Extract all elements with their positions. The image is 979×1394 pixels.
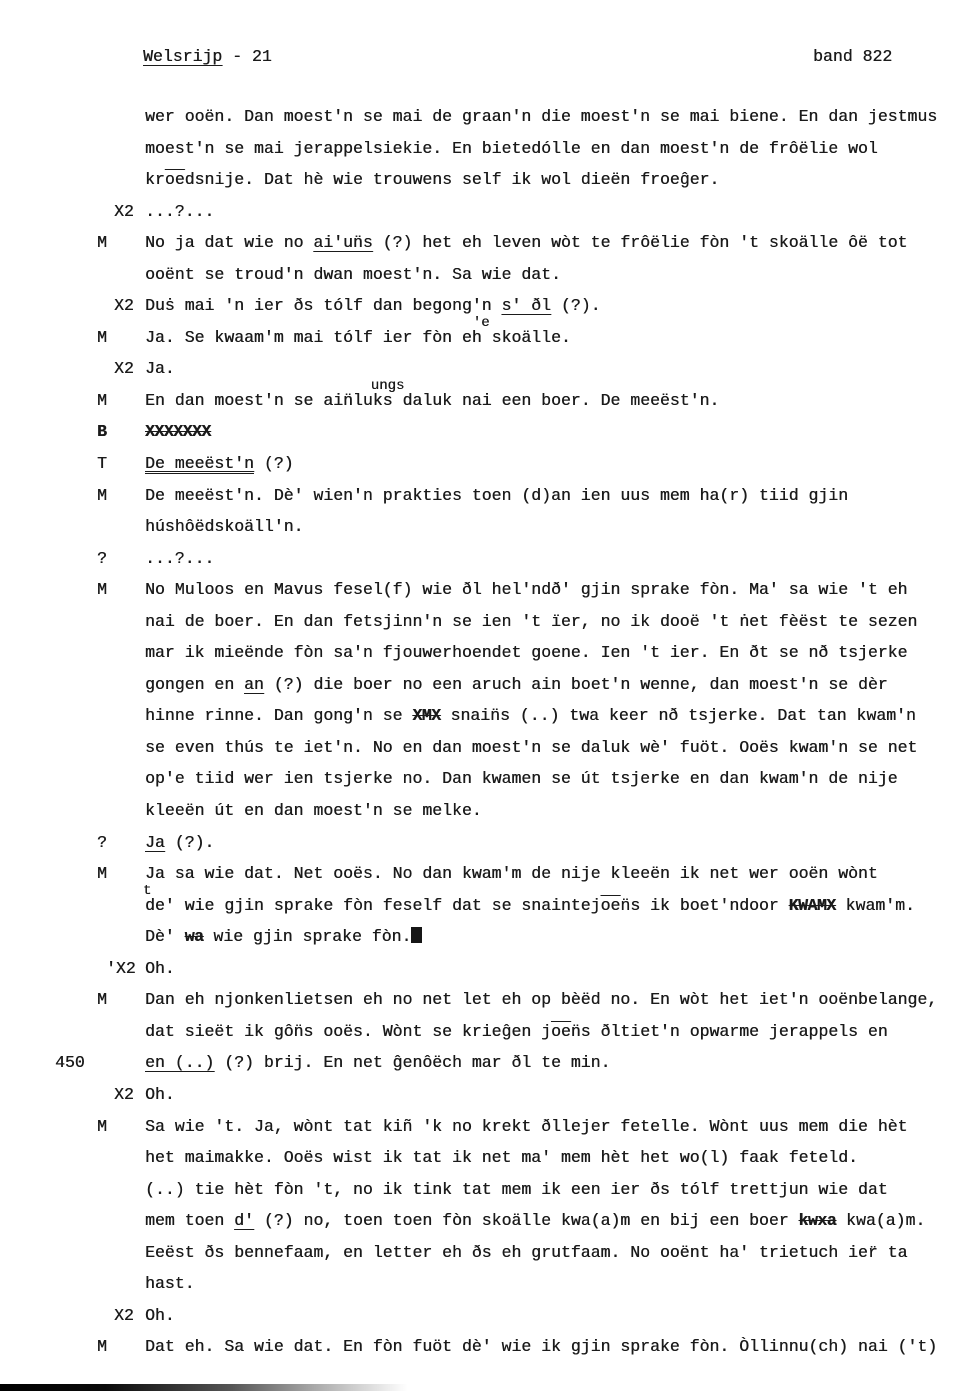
- line-text: [145, 801, 482, 820]
- line-text: [145, 1053, 610, 1072]
- line-text: [145, 769, 898, 788]
- struck-out-text: kwxa: [798, 1211, 837, 1231]
- text-segment: (?) brij. En net ĝenôëch mar ðl te min.: [214, 1053, 611, 1073]
- transcript-line: [0, 543, 979, 575]
- text-segment: nai de boer. En dan fetsjinn'n se ien 't ïer, no ik dooë 't ṅet fèëst te sezen: [145, 611, 918, 631]
- text-segment: snain̈s (..) twa keer nð tsjerke. Dat tan kwam'n: [440, 706, 916, 726]
- text-segment: No Muloos en Mavus fesel(f) wie ðl hel'ndð' gjin sprake fòn. Ma' sa wie 't eh: [145, 580, 908, 600]
- text-segment: No ja dat wie no: [145, 233, 314, 253]
- line-text: [145, 1274, 195, 1293]
- interlinear-correction: 'e: [472, 314, 490, 331]
- line-text: [145, 990, 937, 1009]
- line-text: [145, 377, 720, 410]
- text-segment: dsnije. Dat hè wie trouwens self ik wol dieën froeĝer.: [184, 170, 720, 190]
- overtype-block: [411, 927, 422, 943]
- line-text: [145, 359, 175, 378]
- text-segment: Dat eh. Sa wie dat. En fòn fuöt dè' wie ik gjin sprake fòn. Òllinnu(ch) nai ('t): [145, 1337, 938, 1357]
- text-segment: op'e tiid wer ien tsjerke no. Dan kwamen se út tsjerke en dan kwam'n de nije: [145, 769, 898, 789]
- speaker-label: M: [97, 485, 107, 505]
- line-text: [145, 170, 719, 189]
- text-segment: eh 'e: [461, 314, 490, 347]
- text-segment: Oh.: [145, 958, 175, 978]
- transcript-line: [0, 1142, 979, 1174]
- transcript-line: [0, 353, 979, 385]
- transcript-line: [0, 133, 979, 165]
- text-segment: (?) het eh leven wòt te frôëlie fòn 't skoälle ôë tot: [372, 233, 908, 253]
- text-segment: Dan eh njonkenlietsen eh no net let eh op bèëd no. En wòt het iet'n ooënbelange,: [145, 990, 938, 1010]
- line-text: [145, 1306, 175, 1325]
- line-text: [145, 706, 916, 725]
- text-segment: en (..): [145, 1053, 215, 1073]
- transcript-line: [0, 732, 979, 764]
- transcript-line: [0, 227, 979, 259]
- speaker-label: M: [97, 1337, 107, 1357]
- speaker-label: ?: [97, 548, 107, 568]
- text-segment: ...?...: [145, 548, 215, 568]
- transcript-line: [0, 416, 979, 448]
- text-segment: Oh.: [145, 1305, 175, 1325]
- line-text: [145, 1148, 858, 1167]
- line-text: [145, 1180, 888, 1199]
- line-text: [143, 882, 915, 915]
- line-text: [145, 486, 848, 505]
- line-text: [145, 454, 294, 474]
- text-segment: (?).: [164, 832, 215, 852]
- text-segment: kr: [145, 170, 165, 190]
- text-segment: moest'n se mai jerappelsiekie. En bietedólle en dan moest'n de frôëlie wol: [145, 138, 878, 158]
- text-segment: (?) die boer no een aruch ain boet'n wenne, dan moest'n se dèr: [263, 674, 888, 694]
- transcript-line: [0, 882, 979, 922]
- text-segment: n̈s ðltiet'n opwarme jerappels en: [570, 1021, 888, 1041]
- line-text: [145, 1243, 907, 1262]
- text-segment: het maimakke. Ooës wist ik tat ik net ma' mem hèt het wo(l) faak feteld.: [145, 1148, 858, 1168]
- text-segment: De meeëst'n. Dè' wien'n prakties toen (d)an ien uus mem ha(r) tiid gjin: [145, 485, 849, 505]
- text-segment: Ja: [145, 832, 165, 852]
- line-text: [145, 1022, 888, 1041]
- speaker-label: M: [97, 1116, 107, 1136]
- text-segment: an: [244, 674, 264, 694]
- speaker-label: X2: [114, 359, 134, 379]
- line-text: [145, 139, 878, 158]
- text-segment: $\overline{oe}$: [550, 1021, 571, 1041]
- transcript-line: [0, 606, 979, 638]
- transcript-line: [0, 1111, 979, 1143]
- transcript-line: [0, 763, 979, 795]
- speaker-label: 'X2: [106, 958, 136, 978]
- text-segment: wie gjin sprake fòn.: [203, 927, 412, 947]
- transcript-line: [0, 700, 979, 732]
- text-segment: Dè': [145, 927, 185, 947]
- line-text: [145, 927, 422, 946]
- scan-artifact-bar: [0, 1384, 420, 1391]
- line-text: [145, 959, 175, 978]
- text-segment: s' ðl: [501, 296, 551, 316]
- speaker-label: M: [97, 233, 107, 253]
- speaker-label: X2: [114, 296, 134, 316]
- page-header: [0, 47, 979, 73]
- line-text: [145, 1337, 937, 1356]
- line-text: [145, 643, 907, 662]
- transcript-line: [0, 1331, 979, 1363]
- interlinear-correction: t: [143, 882, 152, 899]
- text-segment: dat sieët ik gôn̈s ooës. Wònt se krieĝen j: [145, 1021, 551, 1041]
- page-title-place: Welsrijp: [143, 47, 223, 66]
- speaker-label: T: [97, 454, 107, 474]
- line-text: [145, 202, 214, 221]
- line-text: [145, 738, 917, 757]
- transcript-line: [0, 574, 979, 606]
- line-text: [145, 422, 211, 441]
- text-segment: kwam'm.: [835, 895, 915, 915]
- transcript-line: [0, 1047, 979, 1079]
- line-text: [145, 517, 303, 536]
- transcript-line: [0, 984, 979, 1016]
- transcript-line: [0, 101, 979, 133]
- text-segment: kwa(a)m.: [836, 1211, 926, 1231]
- transcript-line: [0, 511, 979, 543]
- text-segment: $\overline{oe}$: [600, 895, 621, 915]
- speaker-label: X2: [114, 201, 134, 221]
- text-segment: $\overline{oe}$: [164, 170, 185, 190]
- text-segment: De meeëst'n: [145, 454, 254, 474]
- text-segment: (?).: [550, 296, 601, 316]
- speaker-label: B: [97, 422, 107, 442]
- line-text: [145, 107, 937, 126]
- line-text: [145, 612, 917, 631]
- text-segment: Ja. Se kwaam'm mai tólf ier fòn: [145, 327, 462, 347]
- text-segment: húshôëdskoäll'n.: [145, 517, 304, 537]
- speaker-label: M: [97, 864, 107, 884]
- transcript-line: [0, 1237, 979, 1269]
- transcript-line: [0, 953, 979, 985]
- transcript-line: [0, 164, 979, 196]
- transcript-line: [0, 196, 979, 228]
- transcript-lines: [0, 101, 979, 1363]
- text-segment: (..) tie hèt fòn 't, no ik tink tat mem ik een ier ðs tólf trettjun wie dat: [145, 1179, 888, 1199]
- struck-out-text: KWAMX: [788, 895, 836, 915]
- text-segment: hast.: [145, 1274, 195, 1294]
- transcript-line: [0, 259, 979, 291]
- line-text: [145, 549, 214, 568]
- transcript-line: [0, 1268, 979, 1300]
- text-segment: ks ungs: [370, 377, 405, 410]
- text-segment: ai'un̈s: [313, 233, 373, 253]
- line-text: [145, 675, 888, 694]
- text-segment: daluk nai een boer. De meeëst'n.: [392, 390, 720, 410]
- transcript-line: [0, 1016, 979, 1048]
- struck-out-text: XXXXXXX: [145, 422, 211, 442]
- speaker-label: M: [97, 390, 107, 410]
- line-text: [145, 1117, 907, 1136]
- speaker-label: M: [97, 990, 107, 1010]
- struck-out-text: wa: [184, 927, 204, 947]
- struck-out-text: XMX: [412, 706, 441, 726]
- text-segment: mar ik mieënde fòn sa'n fjouwerhoendet goene. Ien 't ier. En ðt se nð tsjerke: [145, 643, 908, 663]
- text-segment: Eeëst ðs bennefaam, en letter eh ðs eh grutfaam. No ooënt ha' trietuch ier̈ ta: [145, 1242, 908, 1262]
- text-segment: gongen en: [145, 674, 245, 694]
- transcript-line: [0, 1205, 979, 1237]
- text-segment: (?) no, toen toen fòn skoälle kwa(a)m en bij een boer: [253, 1211, 799, 1231]
- transcript-line: [0, 669, 979, 701]
- text-segment: kleeën út en dan moest'n se melke.: [145, 801, 482, 821]
- interlinear-correction: ungs: [370, 377, 405, 394]
- line-text: [145, 580, 907, 599]
- line-text: [145, 314, 571, 347]
- transcript-line: [0, 480, 979, 512]
- line-text: [145, 233, 907, 252]
- transcript-line: [0, 377, 979, 417]
- line-text: [145, 1211, 925, 1230]
- transcript-line: [0, 1079, 979, 1111]
- text-segment: n̈s ik boet'ndoor: [620, 895, 789, 915]
- speaker-label: M: [97, 327, 107, 347]
- text-segment: Ja.: [145, 359, 175, 379]
- line-text: [145, 1085, 175, 1104]
- text-segment: Duṡ mai 'n ier ðs tólf dan begong'n: [145, 296, 502, 316]
- transcript-line: [0, 1300, 979, 1332]
- transcript-line: [0, 448, 979, 480]
- transcript-line: [0, 637, 979, 669]
- line-text: [145, 833, 214, 852]
- text-segment: skoälle.: [481, 327, 571, 347]
- transcript-line: [0, 827, 979, 859]
- text-segment: wer ooën. Dan moest'n se mai de graan'n die moest'n se mai biene. En dan jestmus: [145, 107, 938, 126]
- speaker-label: X2: [114, 1084, 134, 1104]
- band-number: band 822: [813, 47, 893, 66]
- line-text: [145, 864, 878, 883]
- transcript-line: [0, 1174, 979, 1206]
- speaker-label: X2: [114, 1305, 134, 1325]
- margin-line-number: 450: [55, 1053, 85, 1073]
- transcript-line: [0, 921, 979, 953]
- line-text: [145, 296, 601, 315]
- text-segment: (?): [253, 454, 294, 474]
- text-segment: Sa wie 't. Ja, wònt tat kiñ 'k no krekt ðllejer fetelle. Wònt uus mem die hèt: [145, 1116, 908, 1136]
- text-segment: Oh.: [145, 1084, 175, 1104]
- transcript-line: [0, 795, 979, 827]
- line-text: [145, 265, 561, 284]
- text-segment: de' t: [143, 882, 175, 915]
- speaker-label: ?: [97, 832, 107, 852]
- text-segment: wie gjin sprake fòn feself dat se snaintej: [174, 895, 601, 915]
- text-segment: d': [234, 1211, 254, 1231]
- text-segment: ooënt se troud'n dwan moest'n. Sa wie dat.: [145, 264, 561, 284]
- text-segment: hinne rinne. Dan gong'n se: [145, 706, 413, 726]
- text-segment: se even thús te iet'n. No en dan moest'n se daluk wè' fuöt. Ooës kwam'n se net: [145, 737, 918, 757]
- page-title: [143, 47, 272, 66]
- text-segment: En dan moest'n se ain̈lu: [145, 390, 373, 410]
- text-segment: Ja sa wie dat. Net ooës. No dan kwam'm de nije kleeën ik net wer ooën wònt: [145, 864, 878, 884]
- page-title-number: - 21: [222, 47, 272, 66]
- text-segment: ...?...: [145, 201, 215, 221]
- text-segment: mem toen: [145, 1211, 235, 1231]
- speaker-label: M: [97, 580, 107, 600]
- transcript-line: [0, 314, 979, 354]
